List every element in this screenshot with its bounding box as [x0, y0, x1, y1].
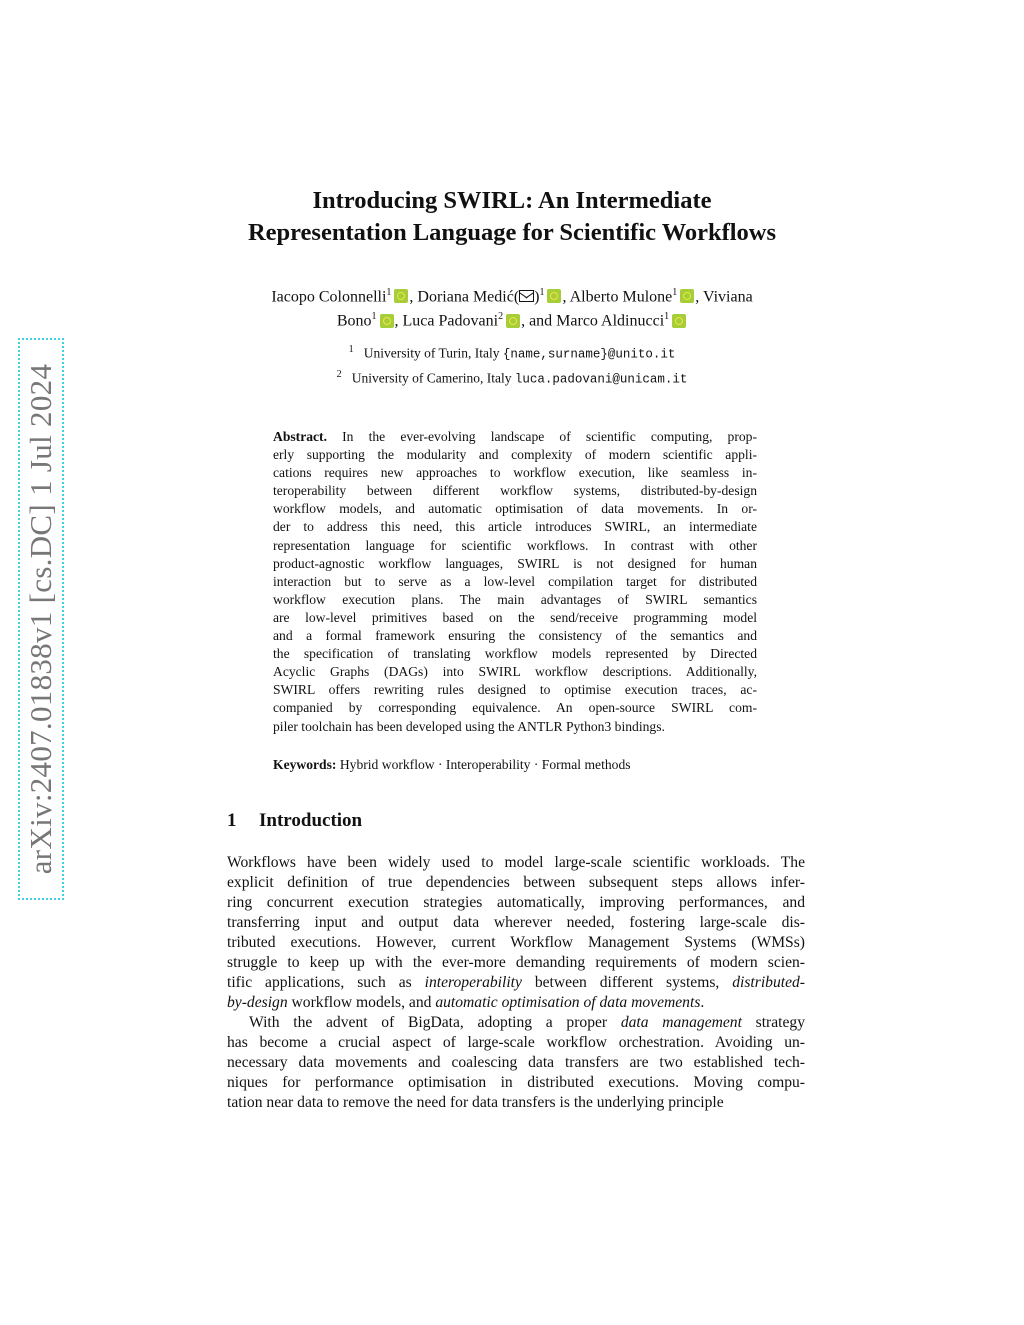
abstract-line: SWIRL offers rewriting rules designed to optimise execution traces, ac- [273, 682, 757, 698]
abstract-line: product-agnostic workflow languages, SWIRL is not designed for human [273, 555, 757, 571]
abstract-line: workflow models, and automatic optimisation of data movements. In or- [273, 501, 757, 517]
author-name: Alberto Mulone [569, 288, 673, 306]
paragraph-line: tation near data to remove the need for data transfers is the underlying principle [227, 1094, 724, 1111]
paragraph-line: has become a crucial aspect of large-scale workflow orchestration. Avoiding un- [227, 1034, 805, 1051]
title-line-2: Representation Language for Scientific Workflows [247, 219, 777, 246]
abstract [273, 428, 757, 736]
author-first-name: Viviana [702, 288, 753, 306]
abstract-line: representation language for scientific workflows. In contrast with other [273, 537, 757, 553]
author-affiliation-mark: 1 [664, 311, 670, 323]
paragraph-line: necessary data movements and coalescing data transfers are two established tech- [227, 1054, 805, 1071]
affiliation-1 [0, 340, 1024, 365]
affiliation-number: 2 [336, 368, 342, 380]
keywords-text: Hybrid workflow · Interoperability · Formal methods [336, 757, 631, 772]
title-line-1: Introducing SWIRL: An Intermediate [312, 187, 712, 214]
affiliation-number: 1 [348, 344, 354, 355]
paragraph-line: tific applications, such as interoperability between different systems, distributed- [227, 974, 805, 991]
abstract-line: teroperability between different workflow systems, distributed-by-design [273, 483, 757, 499]
paragraph-line: by-design workflow models, and automatic optimisation of data movements. [227, 994, 705, 1011]
affiliation-email[interactable]: luca.padovani@unicam.it [514, 372, 688, 386]
keywords [273, 757, 631, 773]
abstract-line: piler toolchain has been developed using the ANTLR Python3 bindings. [273, 718, 665, 734]
author-affiliation-mark: 1 [371, 311, 377, 323]
paragraph-line: explicit definition of true dependencies between subsequent steps allows infer- [227, 874, 805, 891]
body-text [227, 853, 805, 1113]
abstract-line: the specification of translating workflow models represented by Directed [273, 646, 757, 662]
orcid-icon[interactable] [547, 289, 561, 303]
paragraph-line: niques for performance optimisation in distributed executions. Moving compu- [227, 1074, 805, 1091]
abstract-line: Acyclic Graphs (DAGs) into SWIRL workflow descriptions. Additionally, [273, 664, 757, 680]
orcid-icon[interactable] [672, 314, 686, 328]
orcid-icon[interactable] [680, 289, 694, 303]
author-list: Iacopo Colonnelli$^1$ , Doriana Medić( )$^1$ , Alberto Mulone$^1$ , Viviana Bono$^1$ , Luca Padovani$^2$ , and Marco Aldinucci$^1$ [271, 287, 753, 330]
affiliation-2 [0, 365, 1024, 390]
section-number: 1 [227, 810, 237, 831]
abstract-line: and a formal framework ensuring the consistency of the semantics and [273, 628, 757, 644]
affiliation-name: University of Camerino, Italy [351, 370, 512, 385]
abstract-line: Abstract. In the ever-evolving landscape of scientific computing, prop- [273, 429, 757, 444]
arxiv-id: arXiv:2407.01838v1 [cs.DC] 1 Jul 2024 [23, 363, 58, 875]
abstract-line: cations requires new approaches to workflow execution, like seamless in- [273, 465, 757, 481]
paragraph-line: ring concurrent execution strategies automatically, improving performances, and [227, 894, 805, 911]
arxiv-stamp [18, 338, 64, 900]
abstract-line: erly supporting the modularity and complexity of modern scientific appli- [273, 447, 757, 463]
abstract-label: Abstract. [273, 429, 327, 444]
author-name: Iacopo Colonnelli [271, 288, 387, 306]
author-affiliation-mark: 2 [498, 311, 504, 323]
author-affiliation-mark: 1 [386, 287, 392, 298]
affiliation-email[interactable]: {name,surname}@unito.it [502, 347, 676, 362]
orcid-icon[interactable] [394, 289, 408, 303]
author-affiliation-mark: 1 [672, 287, 678, 298]
author-name: Luca Padovani [402, 312, 499, 330]
paragraph-line: transferring input and output data wherever needed, fostering large-scale dis- [227, 914, 805, 931]
abstract-line: companied by corresponding equivalence. An open-source SWIRL com- [273, 700, 757, 716]
abstract-line: workflow execution plans. The main advantages of SWIRL semantics [273, 591, 757, 607]
affiliations [0, 340, 1024, 389]
author-name: Doriana Medić [417, 288, 514, 306]
author-last-name: Bono [336, 312, 372, 330]
paragraph-line: struggle to keep up with the ever-more demanding requirements of modern scien- [227, 954, 805, 971]
abstract-line: der to address this need, this article introduces SWIRL, an intermediate [273, 519, 757, 535]
orcid-icon[interactable] [380, 314, 394, 328]
orcid-icon[interactable] [506, 314, 520, 328]
paper-title [0, 185, 1024, 249]
abstract-line: are low-level primitives based on the send/receive programming model [273, 609, 757, 625]
author-affiliation-mark: 1 [539, 287, 545, 298]
affiliation-name: University of Turin, Italy [363, 345, 500, 361]
paragraph-line: tributed executions. However, current Workflow Management Systems (WMSs) [227, 934, 805, 951]
section-title: Introduction [259, 810, 363, 831]
abstract-line: interaction but to serve as a low-level compilation target for distributed [273, 573, 757, 589]
section-heading [227, 810, 362, 832]
keywords-label: Keywords: [273, 757, 337, 772]
envelope-icon [519, 290, 534, 302]
paragraph-line: With the advent of BigData, adopting a proper data management strategy [249, 1014, 805, 1031]
author-name: Marco Aldinucci [556, 312, 665, 330]
paragraph-line: Workflows have been widely used to model large-scale scientific workloads. The [227, 854, 805, 871]
